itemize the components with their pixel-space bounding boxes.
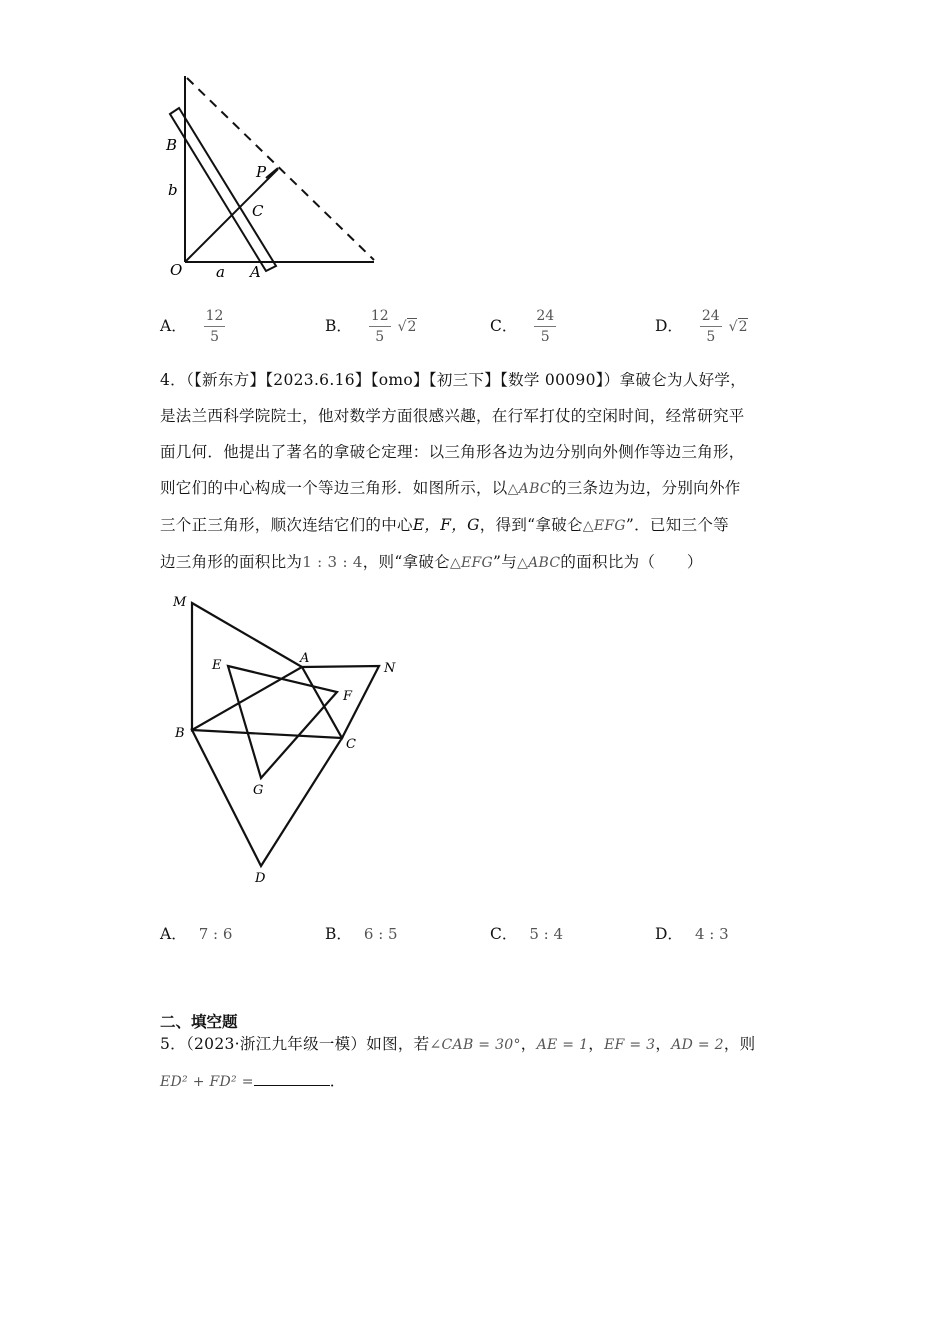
label-B: B — [175, 726, 185, 741]
q4-option-b — [325, 922, 398, 944]
ad-value: AD = 2 — [671, 1037, 724, 1053]
label-b: b — [168, 181, 178, 199]
expression: ED² + FD² = — [160, 1074, 254, 1090]
figure-ladder-diagram — [160, 70, 400, 285]
sqrt: √2 — [397, 318, 417, 335]
label-B: B — [166, 136, 178, 154]
q4-option-d — [655, 922, 729, 944]
option-label: D． — [655, 925, 683, 943]
area-ratio: 1 : 3 : 4 — [302, 553, 363, 571]
label-P: P — [256, 163, 267, 181]
option-label: A． — [160, 925, 187, 943]
q4-line-5: 三个正三角形，顺次连结它们的中心E，F，G，得到“拿破仑△EFG”．已知三个等 — [160, 516, 729, 534]
triangle-mab — [192, 603, 302, 730]
label-F: F — [343, 689, 353, 704]
question-4 — [160, 362, 800, 581]
option-label: C． — [490, 316, 518, 335]
option-label: C． — [490, 925, 518, 943]
option-value: 5 : 4 — [529, 925, 564, 943]
triangle-efg-2: △EFG — [449, 555, 494, 571]
sqrt: √2 — [728, 318, 748, 335]
label-N: N — [384, 661, 396, 676]
label-a: a — [216, 263, 225, 281]
fraction: $\frac{24}{5}$ — [536, 308, 555, 345]
angle-cab: ∠CAB = 30° — [429, 1037, 521, 1053]
option-value: 7 : 6 — [198, 925, 233, 943]
label-M: M — [173, 595, 187, 610]
centers-efg: E，F，G — [412, 516, 480, 534]
label-C: C — [346, 737, 356, 752]
fraction: $\frac{24}{5}$ — [701, 308, 720, 345]
fraction: $\frac{12}{5}$ — [205, 308, 224, 345]
triangle-abc-2: △ABC — [517, 555, 561, 571]
label-A: A — [250, 263, 261, 281]
ae-value: AE = 1 — [536, 1037, 589, 1053]
q4-option-a — [160, 922, 232, 944]
q4-line-1: 4．（【新东方】【2023.6.16】【omo】【初三下】【数学 00090】）拿破仑为人好学， — [160, 371, 746, 389]
option-value: 6 : 5 — [363, 925, 398, 943]
option-label: A． — [160, 316, 187, 335]
q3-option-d — [655, 308, 748, 345]
question-5 — [160, 1026, 800, 1100]
fraction: $\frac{12}{5}$ — [370, 308, 389, 345]
label-D: D — [255, 871, 266, 886]
option-label: B． — [325, 925, 352, 943]
section-heading-fill-in: 二、填空题 — [160, 1013, 238, 1031]
label-A: A — [300, 651, 310, 666]
figure-napoleon-triangles — [165, 590, 425, 895]
triangle-efg: △EFG — [582, 518, 626, 534]
q4-line-4: 则它们的中心构成一个等边三角形．如图所示，以△ABC的三条边为边，分别向外作 — [160, 479, 741, 497]
segment-p-tick — [266, 168, 278, 178]
q3-option-a — [160, 308, 225, 345]
triangle-efg — [228, 666, 337, 778]
ef-value: EF = 3 — [604, 1037, 656, 1053]
q4-line-2: 是法兰西科学院院士，他对数学方面很感兴趣，在行军打仗的空闲时间，经常研究平 — [160, 407, 745, 425]
q3-option-c — [490, 308, 556, 345]
label-C: C — [252, 202, 264, 220]
q5-line-2: ED² + FD² = ． — [160, 1072, 346, 1090]
answer-blank — [254, 1071, 330, 1086]
q3-option-b — [325, 308, 417, 345]
triangle-bcd — [192, 730, 342, 866]
label-E: E — [212, 658, 222, 673]
q5-line-1: 5．（2023·浙江九年级一模）如图，若∠CAB = 30°，AE = 1，EF = 3，AD = 2，则 — [160, 1035, 756, 1053]
q4-line-3: 面几何．他提出了著名的拿破仑定理：以三角形各边为边分别向外侧作等边三角形， — [160, 443, 745, 461]
option-label: B． — [325, 316, 352, 335]
q4-option-c — [490, 922, 563, 944]
q4-line-6: 边三角形的面积比为1 : 3 : 4，则“拿破仑△EFG”与△ABC的面积比为（ ） — [160, 553, 703, 571]
triangle-abc: △ABC — [507, 481, 551, 497]
option-value: 4 : 3 — [694, 925, 729, 943]
option-label: D． — [655, 316, 683, 335]
triangle-anc — [302, 666, 379, 738]
label-O: O — [170, 261, 183, 279]
label-G: G — [253, 783, 264, 798]
